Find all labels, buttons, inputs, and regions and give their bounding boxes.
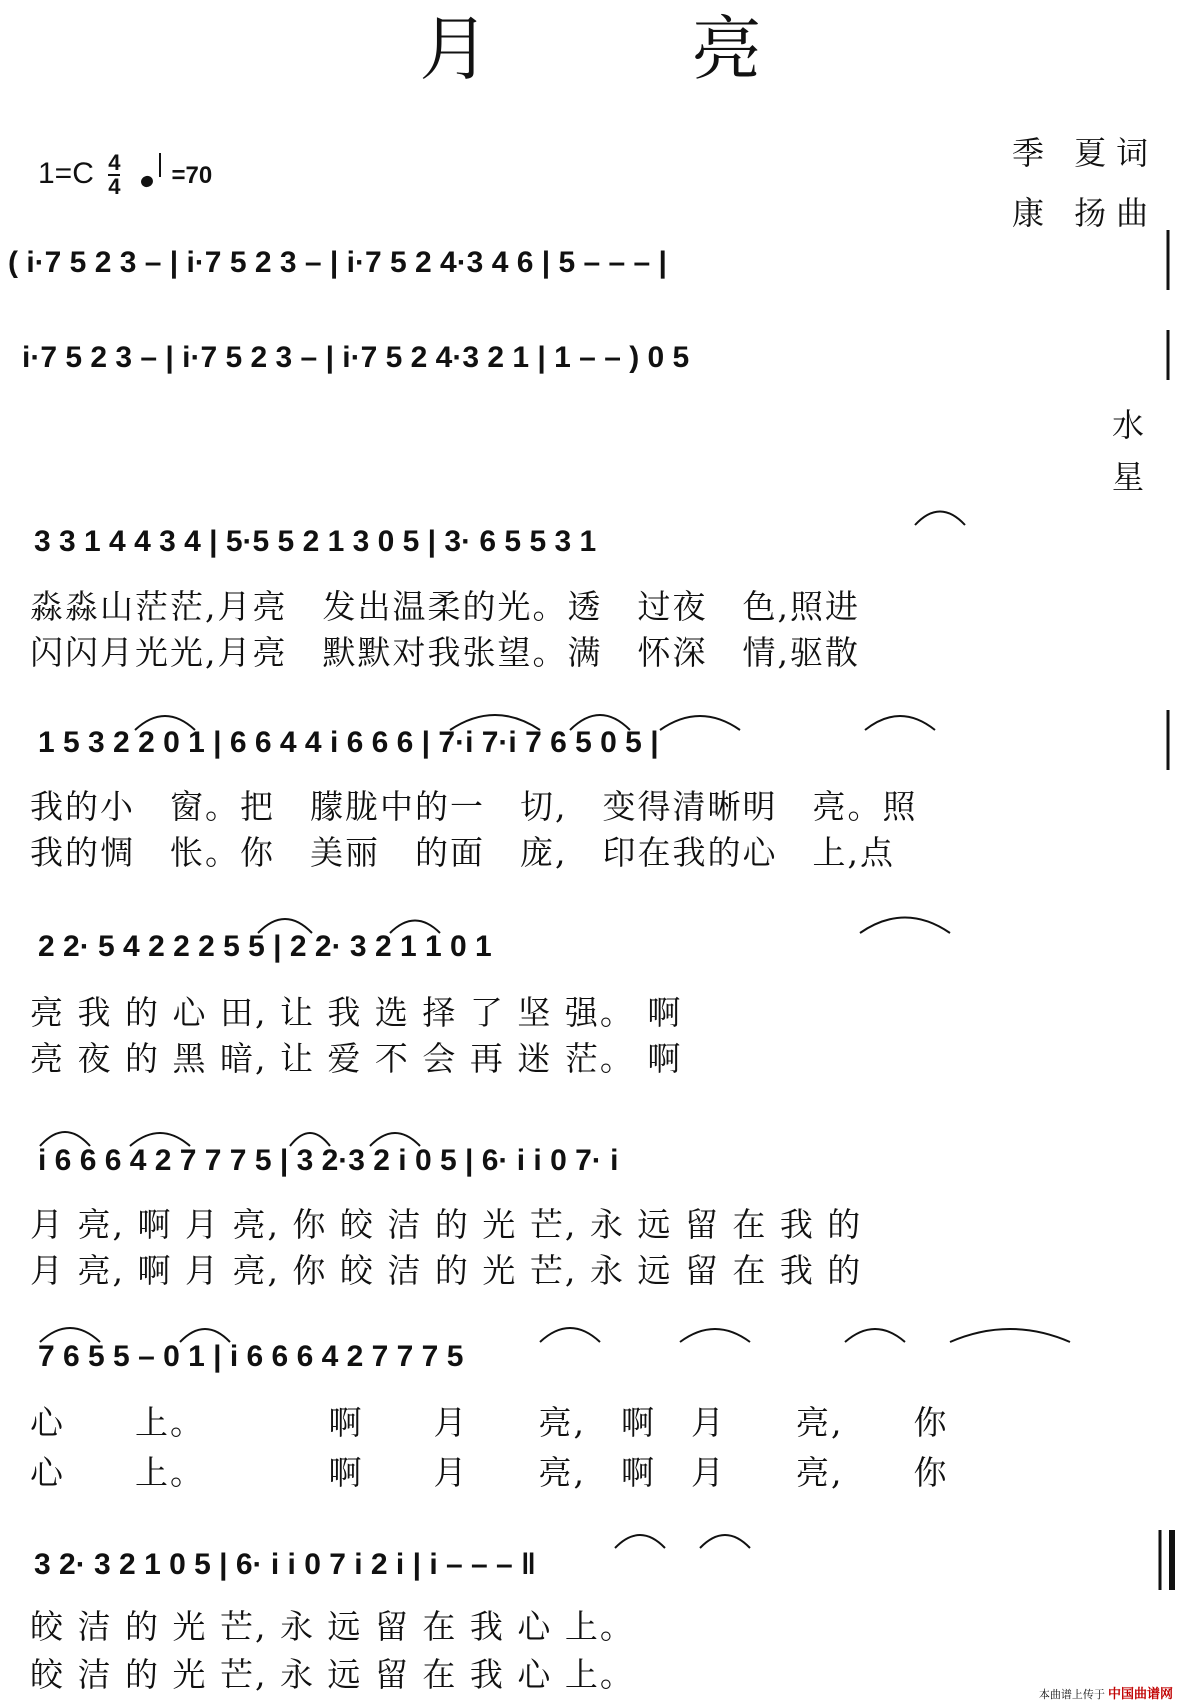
notation-row-5: 7 6 5 5 – 0 1 | i 6 6 6 4 2 7 7 7 5 [38, 1340, 464, 1373]
slur-21 [700, 1535, 750, 1548]
slur-8 [390, 921, 440, 934]
lyrics-row-1-verse-1: 淼淼山茫茫,月亮 发出温柔的光。透 过夜 色,照进 [30, 587, 860, 626]
slur-14 [40, 1328, 100, 1342]
lyrics-row-5-verse-2: 心 上。 啊 月 亮, 啊 月 亮, 你 [30, 1453, 949, 1492]
slur-19 [950, 1329, 1070, 1342]
tempo-text: =70 [171, 161, 213, 189]
slur-17 [680, 1329, 750, 1342]
footer-brand[interactable]: 中国曲谱网 [1107, 1686, 1173, 1701]
footer [1039, 1683, 1173, 1702]
notation-row-2: 1 5 3 2 2 0 1 | 6 6 4 4 i 6 6 6 | 7·i 7·i 7 6 5 0 5 | [38, 726, 659, 759]
composer-credit: 康 扬曲 [1012, 194, 1159, 232]
lyricist-credit: 季 夏词 [1012, 134, 1159, 172]
song-title: 月 亮 [419, 8, 852, 90]
slur-2 [135, 716, 195, 730]
slur-13 [370, 1133, 420, 1146]
intro-line-2: i·7 5 2 3 – | i·7 5 2 3 – | i·7 5 2 4·3 2 1 | 1 – – ) 0 5 [22, 341, 690, 374]
lyrics-row-2-verse-1: 我的小 窗。把 朦胧中的一 切, 变得清晰明 亮。照 [30, 787, 918, 826]
slur-12 [290, 1133, 330, 1146]
slur-1 [915, 512, 965, 526]
notation-row-6: 3 2· 3 2 1 0 5 | 6· i i 0 7 i 2 i | i – – – ‖ [34, 1548, 536, 1581]
slur-11 [130, 1133, 190, 1146]
slur-16 [540, 1328, 600, 1342]
slur-3 [450, 715, 540, 730]
lyrics-row-5-verse-1: 心 上。 啊 月 亮, 啊 月 亮, 你 [30, 1403, 949, 1442]
footer-text: 本曲谱上传于 [1038, 1689, 1105, 1701]
lyrics-row-4-verse-1: 月 亮, 啊 月 亮, 你 皎 洁 的 光 芒, 永 远 留 在 我 的 [30, 1205, 863, 1244]
key-text: 1=C [38, 156, 94, 190]
system-barlines [1160, 230, 1172, 1590]
lyrics-row-6-verse-1: 皎 洁 的 光 芒, 永 远 留 在 我 心 上。 [30, 1607, 635, 1646]
pickup-lyric-2: 星 [1112, 458, 1145, 496]
slur-5 [660, 716, 740, 730]
slur-9 [860, 918, 950, 934]
slur-6 [865, 716, 935, 730]
notation-row-4: i 6 6 6 4 2 7 7 7 5 | 3 2·3 2 i 0 5 | 6· i i 0 7· i [38, 1144, 619, 1177]
lyrics-row-4-verse-2: 月 亮, 啊 月 亮, 你 皎 洁 的 光 芒, 永 远 留 在 我 的 [30, 1251, 863, 1290]
lyrics-row-3-verse-2: 亮 夜 的 黑 暗, 让 爱 不 会 再 迷 茫。 啊 [30, 1039, 683, 1078]
notation-row-1: 3 3 1 4 4 3 4 | 5·5 5 2 1 3 0 5 | 3· 6 5 5 3 1 [34, 525, 597, 558]
lyrics-row-3-verse-1: 亮 我 的 心 田, 让 我 选 择 了 坚 强。 啊 [30, 993, 683, 1032]
lyrics-row-6-verse-2: 皎 洁 的 光 芒, 永 远 留 在 我 心 上。 [30, 1655, 635, 1694]
lyrics-row-2-verse-2: 我的惆 怅。你 美丽 的面 庞, 印在我的心 上,点 [30, 833, 895, 872]
slur-10 [40, 1132, 90, 1146]
intro-line-1: ( i·7 5 2 3 – | i·7 5 2 3 – | i·7 5 2 4·3 4 6 | 5 – – – | [8, 246, 667, 279]
slur-20 [615, 1535, 665, 1548]
slur-7 [258, 919, 312, 933]
pickup-lyric-1: 水 [1112, 406, 1145, 444]
slur-15 [180, 1329, 230, 1342]
time-signature: $\frac{4}{4}$ [108, 150, 121, 199]
slur-4 [570, 715, 630, 730]
slur-18 [845, 1329, 905, 1342]
notation-row-3: 2 2· 5 4 2 2 2 5 5 | 2 2· 3 2 1 1 0 1 [38, 930, 492, 963]
lyrics-row-1-verse-2: 闪闪月光光,月亮 默默对我张望。满 怀深 情,驱散 [30, 633, 860, 672]
